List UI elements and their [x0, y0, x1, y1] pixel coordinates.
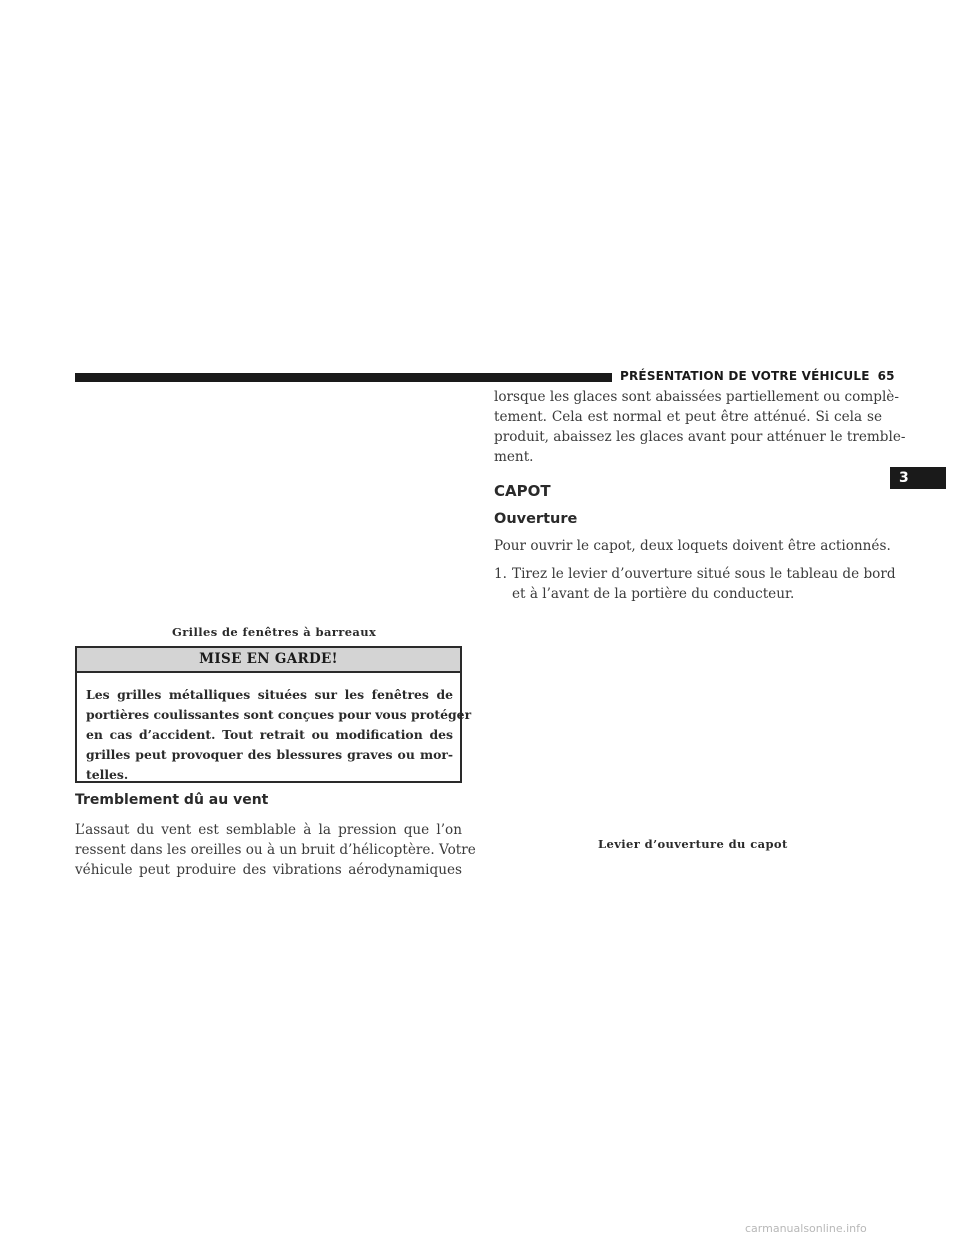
paragraph-line: ment. [494, 449, 534, 465]
paragraph-line: Pour ouvrir le capot, deux loquets doivent être actionnés. [494, 538, 891, 554]
warning-box [75, 646, 472, 783]
paragraph-line: L’assaut du vent est semblable à la pression que l’on [75, 822, 462, 838]
running-header [620, 369, 895, 383]
wind-paragraph-continued [494, 387, 906, 467]
paragraph-line: véhicule peut produire des vibrations aérodynamiques [75, 862, 462, 878]
wind-heading: Tremblement dû au vent [75, 792, 269, 808]
warning-line: en cas d’accident. Tout retrait ou modification des [86, 727, 453, 742]
ouverture-paragraph [494, 536, 891, 556]
chapter-tab[interactable]: 3 [890, 467, 946, 489]
paragraph-line: tement. Cela est normal et peut être atténué. Si cela se [494, 409, 882, 425]
step-number: 1. [494, 566, 507, 582]
warning-line: grilles peut provoquer des blessures graves ou mor- [86, 747, 453, 762]
step-line: Tirez le levier d’ouverture situé sous le tableau de bord [512, 566, 896, 582]
step-text [512, 564, 896, 604]
paragraph-line: lorsque les glaces sont abaissées partiellement ou complè- [494, 389, 899, 405]
header-rule [75, 373, 612, 382]
watermark: carmanualsonline.info [745, 1222, 867, 1235]
paragraph-line: produit, abaissez les glaces avant pour atténuer le tremble- [494, 429, 906, 445]
step-line: et à l’avant de la portière du conducteur. [512, 586, 795, 602]
figure-caption-window-grilles: Grilles de fenêtres à barreaux [172, 625, 377, 639]
page-number: 65 [877, 369, 895, 383]
ouverture-heading: Ouverture [494, 511, 578, 527]
warning-line: portières coulissantes sont conçues pour vous protéger [86, 707, 472, 722]
section-title: PRÉSENTATION DE VOTRE VÉHICULE [620, 369, 870, 383]
warning-line: Les grilles métalliques situées sur les fenêtres de [86, 687, 453, 702]
step-list-item [494, 564, 896, 604]
figure-caption-hood-release: Levier d’ouverture du capot [598, 837, 788, 851]
capot-heading: CAPOT [494, 482, 551, 500]
warning-title: MISE EN GARDE! [77, 648, 460, 673]
warning-text [77, 673, 472, 785]
warning-line: telles. [86, 767, 129, 782]
paragraph-line: ressent dans les oreilles ou à un bruit d’hélicoptère. Votre [75, 842, 476, 858]
wind-paragraph [75, 820, 476, 880]
